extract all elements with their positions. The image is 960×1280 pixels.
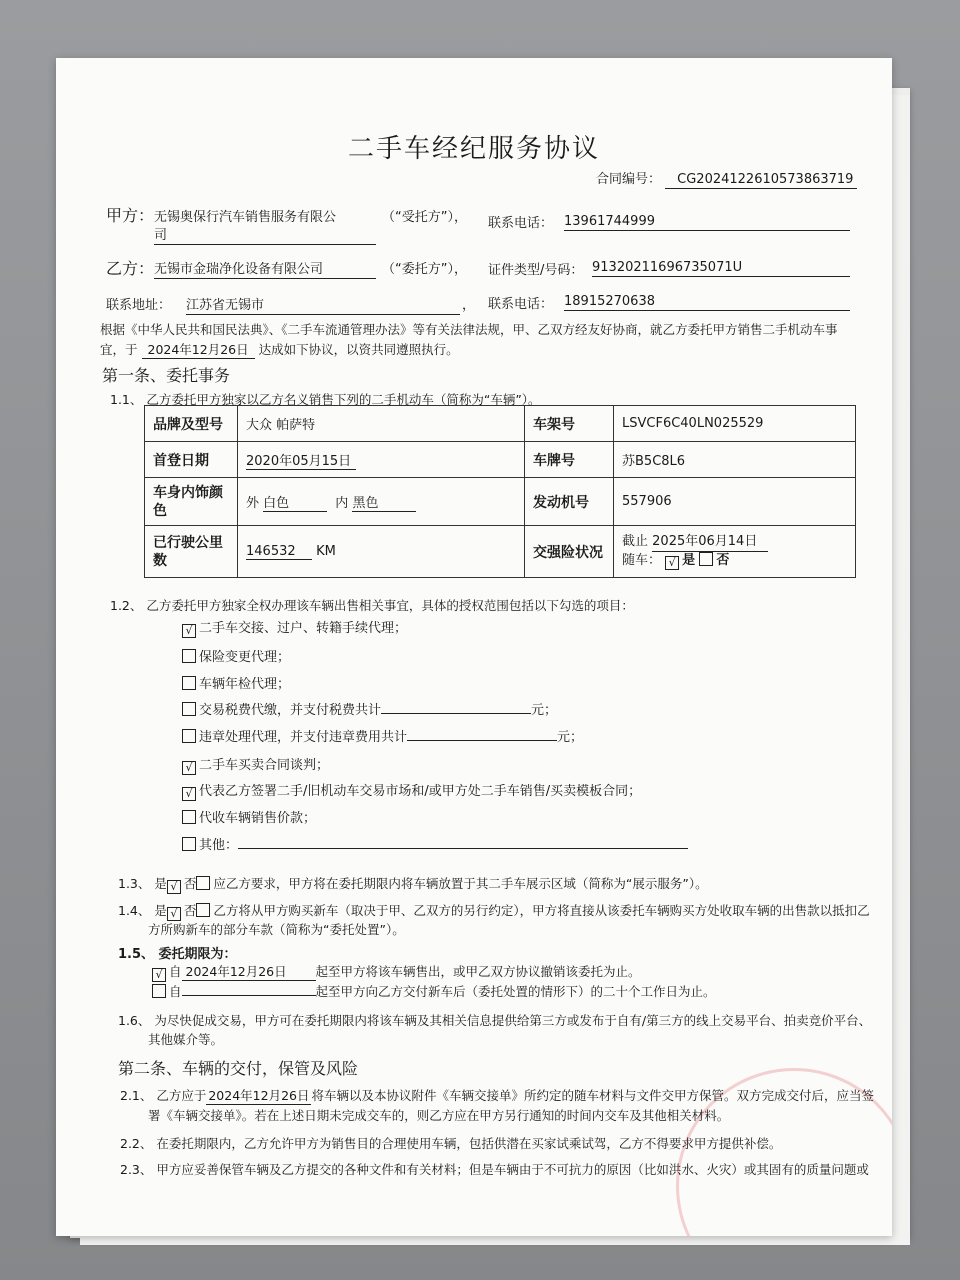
tax-amount-blank: [381, 713, 531, 714]
checkbox: [182, 649, 196, 663]
insurance-prefix: 截止: [622, 534, 649, 549]
party-b-phone-label: 联系电话：: [488, 297, 554, 312]
list-item-suffix: 元；: [531, 703, 558, 718]
list-item-text: 违章处理代理，并支付违章费用共计: [199, 730, 408, 745]
checkbox: [152, 984, 166, 998]
contract-page: [56, 58, 892, 1236]
party-b-id-label: 证件类型/号码：: [488, 263, 584, 278]
color-label: 车身内饰颜色: [145, 478, 238, 526]
list-item: [182, 702, 557, 719]
mileage-unit: KM: [316, 543, 336, 559]
insurance-label: 交强险状况: [525, 526, 614, 578]
yes-label: 是: [682, 553, 696, 568]
brand-label: 品牌及型号: [145, 406, 238, 442]
engine-value: 557906: [614, 478, 856, 526]
ext-label: 外: [246, 495, 260, 511]
intro-line-1: 根据《中华人民共和国民法典》、《二手车流通管理办法》等有关法律法规，甲、乙双方经友好协商，就乙方委托甲方销售二手机动车事: [100, 322, 838, 337]
list-item: [182, 729, 583, 746]
reg-date-value: 2020年05月15日: [246, 450, 356, 470]
reg-date-cell: [238, 442, 525, 478]
party-a-phone: 13961744999: [564, 214, 850, 231]
clause-1-1: 1.1、 乙方委托甲方独家以乙方名义销售下列的二手机动车（简称为“车辆”）。: [110, 392, 541, 407]
clause-2-1-line2: 署《车辆交接单》。若在上述日期未完成交车的，则乙方应在甲方另行通知的时间内交车及其他相关材料。: [148, 1108, 730, 1123]
clause-1-3: 1.3、 是 √ 否 应乙方要求，甲方将在委托期限内将车辆放置于其二手车展示区域（简称为“展示服务”）。: [118, 876, 708, 893]
checkbox: [182, 676, 196, 690]
party-b-role: （“委托方”），: [382, 262, 467, 277]
checkbox: [182, 729, 196, 743]
clause-2-3: 2.3、 甲方应妥善保管车辆及乙方提交的各种文件和有关材料；但是车辆由于不可抗力的原因（比如洪水、火灾）或其固有的质量问题或: [120, 1162, 869, 1177]
clause-1-5-option-a: √ 自 2024年12月26日 起至甲方将该车辆售出，或甲乙双方协议撤销该委托为止。: [152, 964, 641, 982]
party-b-addr-sep: ，: [462, 298, 476, 313]
checkbox: √: [152, 968, 166, 982]
page-title: 二手车经纪服务协议: [347, 134, 600, 164]
color-cell: [238, 478, 525, 526]
vin-label: 车架号: [525, 406, 614, 442]
mileage-cell: [238, 526, 525, 578]
party-b-addr-label: 联系地址：: [106, 298, 172, 313]
table-row: [145, 406, 856, 442]
checkbox: [182, 837, 196, 851]
table-row: [145, 526, 856, 578]
list-item: [182, 758, 329, 775]
clause-1-4-line2: 方所购新车的部分车款（简称为“委托处置”）。: [148, 922, 405, 937]
insurance-with-car: 随车：: [622, 553, 662, 568]
int-label: 内: [335, 495, 349, 511]
party-b-addr: 江苏省无锡市: [186, 298, 460, 315]
no-checkbox: [196, 903, 210, 917]
list-item-suffix: 元；: [557, 730, 584, 745]
checkbox: √: [182, 761, 196, 775]
no-checkbox: [699, 552, 713, 566]
list-item-text: 二手车交接、过户、转籍手续代理；: [199, 621, 408, 636]
list-item-text: 代收车辆销售价款；: [199, 811, 317, 826]
contract-number: 合同编号： CG2024122610573863719: [596, 172, 857, 189]
vin-value: LSVCF6C40LN025529: [614, 406, 856, 442]
mileage-value: 146532: [246, 544, 312, 560]
party-b-name: 无锡市金瑞净化设备有限公司: [154, 262, 376, 279]
other-blank: [238, 848, 688, 849]
yes-checkbox: √: [665, 556, 679, 570]
no-label: 否: [716, 553, 730, 568]
clause-1-5-heading: 1.5、 委托期限为：: [118, 947, 237, 962]
brand-value: 大众 帕萨特: [238, 406, 525, 442]
clause-1-6-line2: 其他媒介等。: [148, 1032, 224, 1047]
clause-1-6: 1.6、 为尽快促成交易，甲方可在委托期限内将该车辆及其相关信息提供给第三方或发布于自有/第三方的线上交易平台、拍卖竞价平台、: [118, 1013, 872, 1028]
checkbox: [182, 702, 196, 716]
party-b-id-value: 91320211696735071U: [592, 260, 850, 277]
vehicle-info-table: [144, 405, 856, 578]
checkbox: √: [182, 624, 196, 638]
yes-checkbox: √: [167, 880, 181, 894]
reg-date-label: 首登日期: [145, 442, 238, 478]
party-a-name: 无锡奥保行汽车销售服务有限公: [154, 210, 337, 225]
list-item: [182, 649, 290, 666]
list-item: [182, 676, 290, 693]
mileage-label: 已行驶公里数: [145, 526, 238, 578]
no-checkbox: [196, 876, 210, 890]
list-item: [182, 810, 316, 827]
party-a-label: 甲方：: [106, 206, 155, 225]
plate-label: 车牌号: [525, 442, 614, 478]
insurance-cell: [614, 526, 856, 578]
list-item-text: 保险变更代理；: [199, 650, 291, 665]
clause-2-2: 2.2、 在委托期限内，乙方允许甲方为销售目的合理使用车辆，包括供潜在买家试乘试驾，乙方不得要求甲方提供补偿。: [120, 1136, 782, 1151]
section-2-heading: 第二条、车辆的交付，保管及风险: [118, 1059, 359, 1078]
table-row: [145, 442, 856, 478]
engine-label: 发动机号: [525, 478, 614, 526]
clause-2-1: 2.1、 乙方应于 2024年12月26日 将车辆以及本协议附件《车辆交接单》所约定的随车材料与文件交甲方保管。双方完成交付后，应当签: [120, 1088, 874, 1103]
plate-value: 苏B5C8L6: [614, 442, 856, 478]
list-item: [182, 621, 407, 638]
section-1-heading: 第一条、委托事务: [102, 366, 231, 385]
list-item-text: 其他：: [199, 838, 239, 853]
table-row: [145, 478, 856, 526]
int-color: 黑色: [352, 492, 416, 512]
party-a-role: （“受托方”），: [382, 210, 467, 225]
party-b-phone: 18915270638: [564, 294, 850, 311]
party-b-label: 乙方：: [106, 259, 155, 278]
list-item-text: 交易税费代缴，并支付税费共计: [199, 703, 382, 718]
checkbox: [182, 810, 196, 824]
list-item: [182, 784, 641, 801]
party-a-name-line2: 司: [154, 228, 376, 245]
ext-color: 白色: [263, 492, 327, 512]
list-item-text: 车辆年检代理；: [199, 677, 291, 692]
violation-amount-blank: [407, 740, 557, 741]
intro-line-2: 宜，于 2024年12月26日 达成如下协议，以资共同遵照执行。: [100, 342, 459, 357]
clause-1-4: 1.4、 是 √ 否 乙方将从甲方购买新车（取决于甲、乙双方的另行约定），甲方将直接从该委托车辆购买方处收取车辆的出售款以抵扣乙: [118, 903, 870, 920]
insurance-date: 2025年06月14日: [652, 533, 768, 552]
party-a-phone-label: 联系电话：: [488, 216, 554, 231]
checkbox: √: [182, 787, 196, 801]
list-item-text: 二手车买卖合同谈判；: [199, 758, 330, 773]
list-item-text: 代表乙方签署二手/旧机动车交易市场和/或甲方处二手车销售/买卖模板合同；: [199, 784, 642, 799]
clause-1-5-option-b: 自 起至甲方向乙方交付新车后（委托处置的情形下）的二十个工作日为止。: [152, 984, 716, 1000]
clause-1-2: 1.2、 乙方委托甲方独家全权办理该车辆出售相关事宜，具体的授权范围包括以下勾选的项目：: [110, 598, 634, 613]
yes-checkbox: √: [167, 907, 181, 921]
list-item: [182, 837, 688, 854]
